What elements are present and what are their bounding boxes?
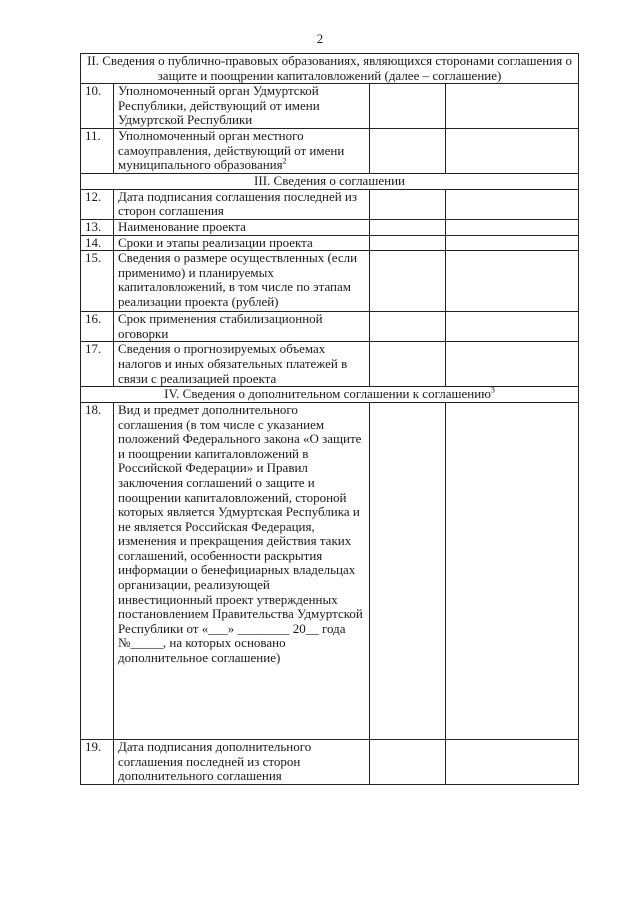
row-label: Дата подписания дополнительного соглашения последней из сторон дополнительного соглашения <box>114 739 370 784</box>
table-row <box>81 739 579 784</box>
value-cell[interactable] <box>446 235 579 251</box>
page-number: 2 <box>316 31 324 46</box>
value-cell[interactable] <box>370 251 446 312</box>
table-row <box>81 219 579 235</box>
row-number: 10. <box>81 84 114 129</box>
value-cell[interactable] <box>370 189 446 219</box>
section-3-title: III. Сведения о соглашении <box>81 174 579 190</box>
value-cell[interactable] <box>446 84 579 129</box>
row-number: 19. <box>81 739 114 784</box>
value-cell[interactable] <box>370 235 446 251</box>
row-number: 14. <box>81 235 114 251</box>
row-number: 17. <box>81 342 114 387</box>
row-label: Вид и предмет дополнительного соглашения (в том числе с указанием положений Федерального закона «О защите и поощрении капиталовложений в Российской Федерации» и Правил заключения соглашений о защите и поощрении капиталовложений, стороной которых является Удмуртская Республика и не является Российская Федерация, изменения и прекращения действия таких соглашений, особенности раскрытия информации о бенефициарных владельцах организации, реализующей инвестиционный проект утвержденных постановлением Правительства Удмуртской Республики от «___» ________ 20__ года №_____, на которых основано дополнительное соглашение) <box>114 402 370 739</box>
row-label: Сведения о размере осуществленных (если применимо) и планируемых капиталовложений, в том числе по этапам реализации проекта (рублей) <box>114 251 370 312</box>
row-number: 15. <box>81 251 114 312</box>
table-row <box>81 235 579 251</box>
section-header-row <box>81 54 579 84</box>
value-cell[interactable] <box>370 342 446 387</box>
information-table <box>80 53 579 785</box>
row-number: 18. <box>81 402 114 739</box>
value-cell[interactable] <box>370 84 446 129</box>
value-cell[interactable] <box>446 129 579 174</box>
row-label: Срок применения стабилизационной оговорки <box>114 312 370 342</box>
table-row <box>81 189 579 219</box>
footnote-mark: 2 <box>282 157 287 167</box>
table-row <box>81 312 579 342</box>
row-number: 12. <box>81 189 114 219</box>
table-row <box>81 342 579 387</box>
value-cell[interactable] <box>370 312 446 342</box>
value-cell[interactable] <box>446 402 579 739</box>
table-row <box>81 402 579 739</box>
section-header-row <box>81 174 579 190</box>
value-cell[interactable] <box>370 402 446 739</box>
row-label: Сроки и этапы реализации проекта <box>114 235 370 251</box>
row-label: Сведения о прогнозируемых объемах налогов и иных обязательных платежей в связи с реализацией проекта <box>114 342 370 387</box>
section-2-title: II. Сведения о публично-правовых образованиях, являющихся сторонами соглашения о защите и поощрении капиталовложений (далее – соглашение) <box>81 54 579 84</box>
value-cell[interactable] <box>370 739 446 784</box>
value-cell[interactable] <box>446 342 579 387</box>
row-number: 11. <box>81 129 114 174</box>
value-cell[interactable] <box>446 251 579 312</box>
row-number: 13. <box>81 219 114 235</box>
row-label: Уполномоченный орган местного самоуправления, действующий от имени муниципального образования$^2$ <box>114 129 370 174</box>
row-label: Дата подписания соглашения последней из сторон соглашения <box>114 189 370 219</box>
value-cell[interactable] <box>446 739 579 784</box>
value-cell[interactable] <box>446 189 579 219</box>
value-cell[interactable] <box>446 312 579 342</box>
row-label: Уполномоченный орган Удмуртской Республики, действующий от имени Удмуртской Республики <box>114 84 370 129</box>
value-cell[interactable] <box>370 129 446 174</box>
footnote-mark: 3 <box>490 386 495 396</box>
section-header-row <box>81 387 579 403</box>
table-row <box>81 129 579 174</box>
table-row <box>81 84 579 129</box>
section-4-title: IV. Сведения о дополнительном соглашении к соглашению$^3$ <box>81 387 579 403</box>
value-cell[interactable] <box>370 219 446 235</box>
table-row <box>81 251 579 312</box>
value-cell[interactable] <box>446 219 579 235</box>
row-label: Наименование проекта <box>114 219 370 235</box>
row-number: 16. <box>81 312 114 342</box>
